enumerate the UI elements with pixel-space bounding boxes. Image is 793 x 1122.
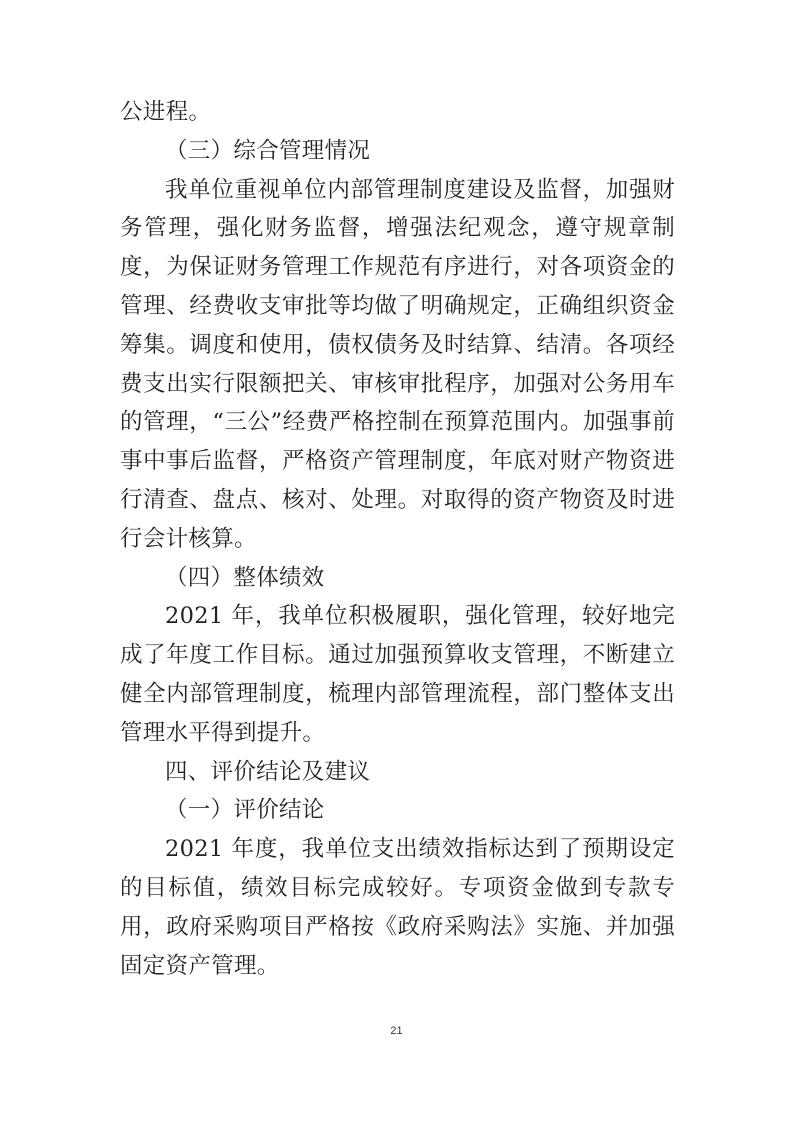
document-body [120, 93, 675, 985]
section-heading-comprehensive-management: （三）综合管理情况 [165, 137, 371, 164]
paragraph-evaluation-conclusion: 2021 年度，我单位支出绩效指标达到了预期设定的目标值，绩效目标完成较好。专项资金做到专款专用，政府采购项目严格按《政府采购法》实施、并加强固定资产管理。 [120, 836, 675, 979]
section-heading-evaluation-conclusion: （一）评价结论 [165, 797, 325, 824]
paragraph-management-details: 我单位重视单位内部管理制度建设及监督，加强财务管理，强化财务监督，增强法纪观念，遵守规章制度，为保证财务管理工作规范有序进行，对各项资金的管理、经费收支审批等均做了明确规定，正确组织资金筹集。调度和使用，债权债务及时结算、结清。各项经费支出实行限额把关、审核审批程序，加强对公务用车的管理，“三公”经费严格控制在预算范围内。加强事前事中事后监督，严格资产管理制度，年底对财产物资进行清查、盘点、核对、处理。对取得的资产物资及时进行会计核算。 [120, 176, 675, 552]
section-heading-overall-performance: （四）整体绩效 [165, 564, 325, 591]
paragraph-continuation: 公进程。 [120, 99, 212, 125]
page-number: 21 [390, 1025, 403, 1037]
section-heading-conclusion-and-suggestions: 四、评价结论及建议 [165, 758, 371, 785]
paragraph-overall-performance: 2021 年，我单位积极履职，强化管理，较好地完成了年度工作目标。通过加强预算收支管理，不断建立健全内部管理制度，梳理内部管理流程，部门整体支出管理水平得到提升。 [120, 603, 675, 746]
